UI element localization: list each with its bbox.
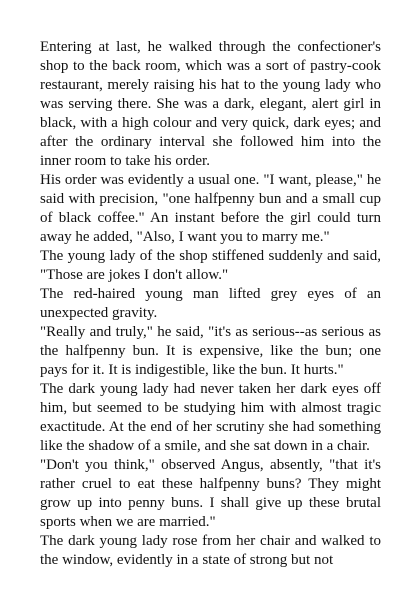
paragraph: The dark young lady rose from her chair and walked to the window, evidently in a state of strong but not	[40, 533, 381, 568]
paragraph: "Really and truly," he said, "it's as serious--as serious as the halfpenny bun. It is expensive, like the bun; one pays for it. It is indigestible, like the bun. It hurts."	[40, 324, 381, 378]
paragraph: Entering at last, he walked through the confectioner's shop to the back room, which was a sort of pastry-cook restaurant, merely raising his hat to the young lady who was serving there. She was a dark, elegant, alert girl in black, with a high colour and very quick, dark eyes; and after the ordinary interval she followed him into the inner room to take his order.	[40, 39, 381, 169]
text-body	[40, 38, 381, 570]
paragraph: His order was evidently a usual one. "I want, please," he said with precision, "one halfpenny bun and a small cup of black coffee." An instant before the girl could turn away he added, "Also, I want you to marry me."	[40, 172, 381, 245]
paragraph: The red-haired young man lifted grey eyes of an unexpected gravity.	[40, 286, 381, 321]
paragraph: The dark young lady had never taken her dark eyes off him, but seemed to be studying him with almost tragic exactitude. At the end of her scrutiny she had something like the shadow of a smile, and she sat down in a chair.	[40, 381, 381, 454]
paragraph: The young lady of the shop stiffened suddenly and said, "Those are jokes I don't allow."	[40, 248, 381, 283]
paragraph: "Don't you think," observed Angus, absently, "that it's rather cruel to eat these halfpenny buns? They might grow up into penny buns. I shall give up these brutal sports when we are married."	[40, 457, 381, 530]
